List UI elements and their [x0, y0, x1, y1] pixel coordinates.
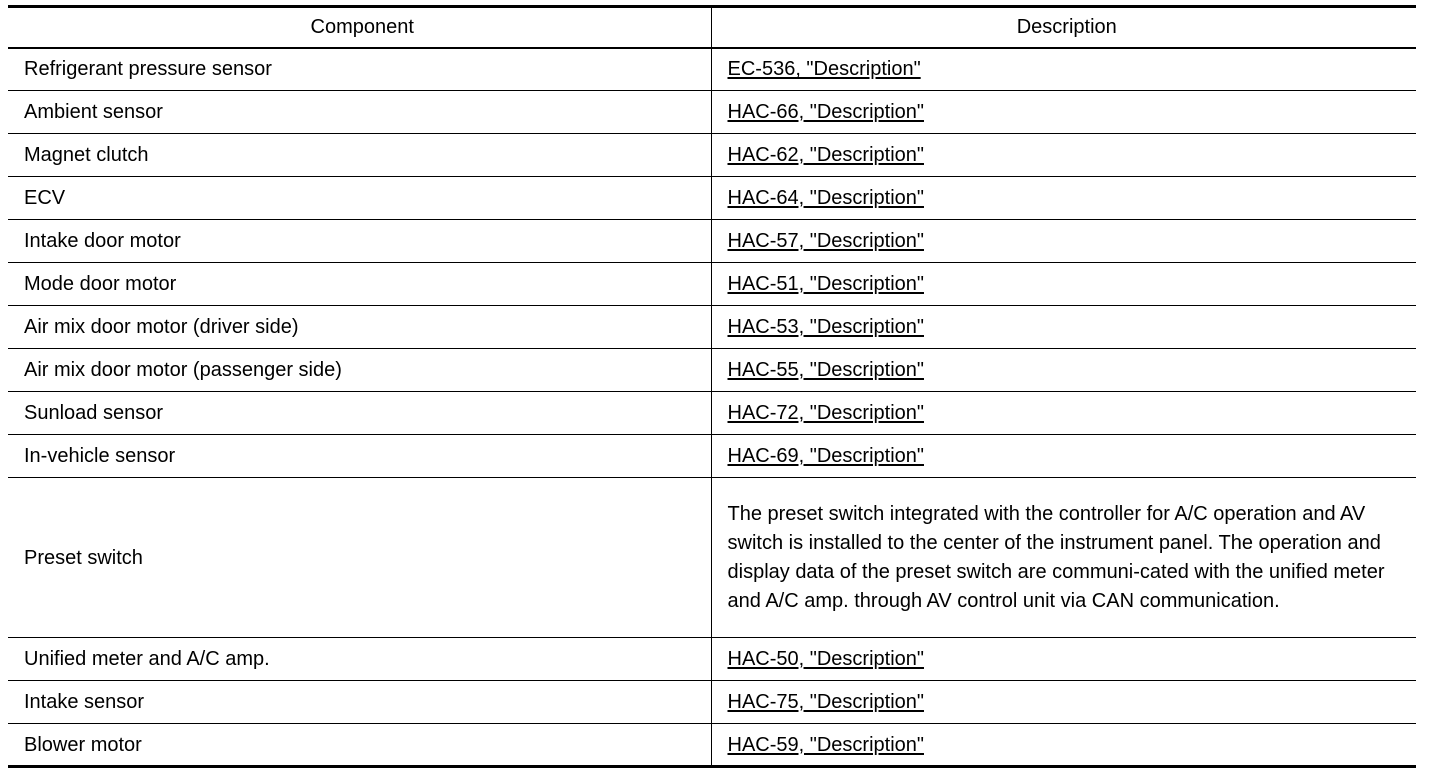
description-link[interactable]: HAC-53, "Description"	[727, 316, 924, 338]
table-row	[8, 435, 1416, 478]
component-cell: Air mix door motor (driver side)	[8, 306, 711, 349]
table-row	[8, 638, 1416, 681]
description-cell	[711, 263, 1416, 306]
component-cell: Intake door motor	[8, 220, 711, 263]
component-cell: Blower motor	[8, 724, 711, 767]
description-link[interactable]: HAC-72, "Description"	[727, 402, 924, 424]
description-link[interactable]: HAC-59, "Description"	[727, 733, 924, 756]
component-cell: Mode door motor	[8, 263, 711, 306]
description-cell	[711, 435, 1416, 478]
table-row	[8, 48, 1416, 91]
component-cell: Magnet clutch	[8, 134, 711, 177]
description-link[interactable]: HAC-64, "Description"	[727, 187, 924, 209]
component-cell: Air mix door motor (passenger side)	[8, 349, 711, 392]
description-cell	[711, 220, 1416, 263]
table-row	[8, 91, 1416, 134]
component-cell: ECV	[8, 177, 711, 220]
component-cell: In-vehicle sensor	[8, 435, 711, 478]
description-link[interactable]: HAC-62, "Description"	[727, 144, 924, 166]
table-row	[8, 263, 1416, 306]
table-row	[8, 306, 1416, 349]
table-row	[8, 134, 1416, 177]
description-text: The preset switch integrated with the controller for A/C operation and AV switch is installed to the center of the instrument panel. The operation and display data of the preset switch are communi-cated with the unified meter and A/C amp. through AV control unit via CAN communication.	[727, 502, 1385, 612]
component-description-table	[8, 5, 1416, 768]
description-link[interactable]: HAC-55, "Description"	[727, 359, 924, 381]
description-cell	[711, 638, 1416, 681]
table-row	[8, 177, 1416, 220]
description-cell	[711, 48, 1416, 91]
table-row	[8, 392, 1416, 435]
table-header-row	[8, 7, 1416, 48]
component-cell: Sunload sensor	[8, 392, 711, 435]
component-cell: Unified meter and A/C amp.	[8, 638, 711, 681]
component-cell: Refrigerant pressure sensor	[8, 48, 711, 91]
table-row	[8, 724, 1416, 767]
description-link[interactable]: HAC-75, "Description"	[727, 691, 924, 713]
component-cell: Intake sensor	[8, 681, 711, 724]
description-link[interactable]: HAC-50, "Description"	[727, 648, 924, 670]
description-link[interactable]: HAC-66, "Description"	[727, 101, 924, 123]
description-cell	[711, 724, 1416, 767]
column-header-component: Component	[8, 7, 711, 48]
description-cell	[711, 681, 1416, 724]
table-row	[8, 220, 1416, 263]
description-cell	[711, 177, 1416, 220]
table-row	[8, 478, 1416, 638]
component-cell: Ambient sensor	[8, 91, 711, 134]
description-link[interactable]: HAC-51, "Description"	[727, 273, 924, 295]
component-cell: Preset switch	[8, 478, 711, 638]
description-link[interactable]: EC-536, "Description"	[727, 58, 921, 81]
description-cell	[711, 392, 1416, 435]
description-cell	[711, 478, 1416, 638]
description-cell	[711, 306, 1416, 349]
description-cell	[711, 91, 1416, 134]
table-row	[8, 349, 1416, 392]
description-link[interactable]: HAC-57, "Description"	[727, 230, 924, 252]
column-header-description: Description	[711, 7, 1416, 48]
description-link[interactable]: HAC-69, "Description"	[727, 445, 924, 467]
table-row	[8, 681, 1416, 724]
description-cell	[711, 349, 1416, 392]
description-cell	[711, 134, 1416, 177]
